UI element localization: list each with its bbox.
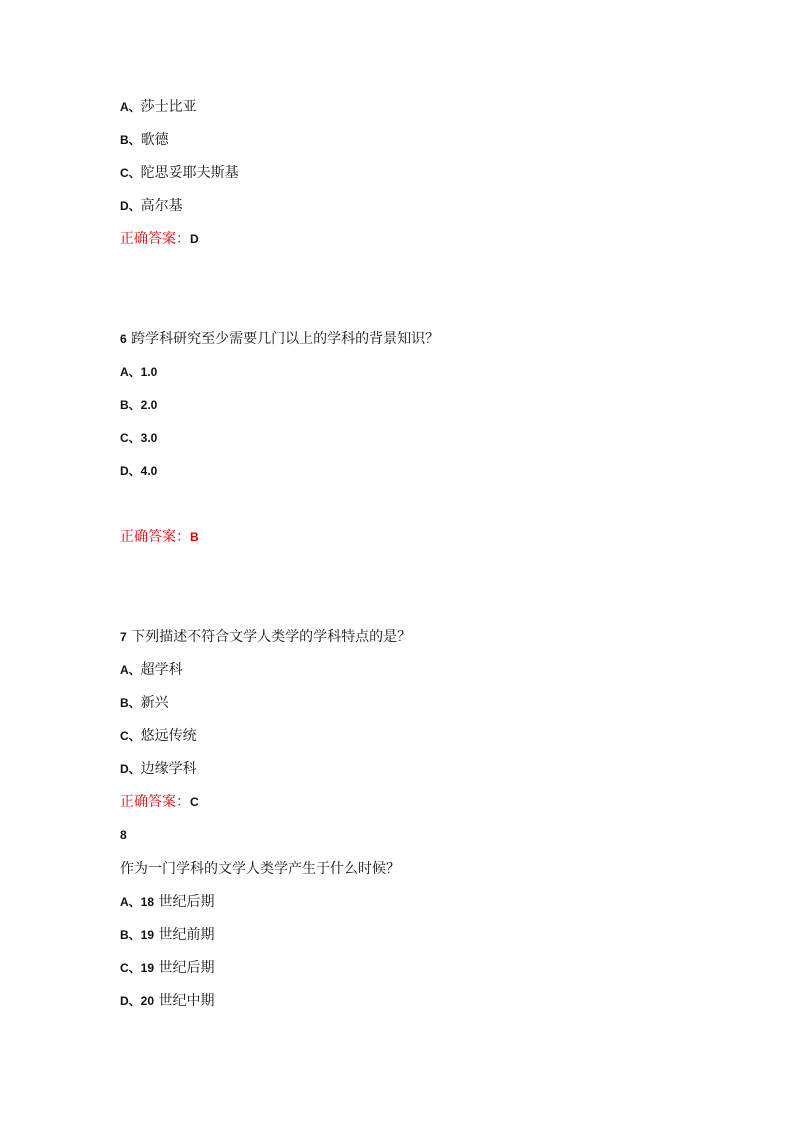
option-letter: A、 — [120, 100, 141, 114]
option-number: 19 — [140, 928, 155, 942]
option-letter: B、 — [120, 398, 141, 412]
q7-option-b — [120, 694, 169, 712]
option-text: 新兴 — [140, 695, 169, 711]
option-text: 超学科 — [140, 662, 183, 678]
option-text: 陀思妥耶夫斯基 — [140, 165, 239, 181]
question-number: 7 — [120, 630, 127, 644]
option-letter: A、 — [120, 365, 141, 379]
question-text: 下列描述不符合文学人类学的学科特点的是？ — [131, 629, 412, 645]
option-letter: B、 — [120, 928, 141, 942]
q6-question — [120, 330, 439, 348]
option-number: 19 — [140, 961, 155, 975]
q5-answer — [120, 230, 199, 248]
answer-value: C — [190, 795, 199, 809]
option-text: 2.0 — [140, 398, 158, 412]
q7-option-c — [120, 727, 197, 745]
option-letter: B、 — [120, 696, 141, 710]
option-text: 高尔基 — [140, 198, 183, 214]
answer-label: 正确答案： — [120, 231, 190, 247]
q8-question — [120, 860, 400, 878]
q5-option-c — [120, 164, 239, 182]
q5-option-a — [120, 98, 197, 116]
option-letter: D、 — [120, 994, 141, 1008]
q8-option-c — [120, 959, 214, 977]
option-text: 悠远传统 — [140, 728, 197, 744]
q5-option-b — [120, 131, 169, 149]
option-text: 1.0 — [140, 365, 158, 379]
option-text: 3.0 — [140, 431, 158, 445]
option-text: 歌德 — [140, 132, 169, 148]
answer-value: B — [190, 530, 199, 544]
question-text: 跨学科研究至少需要几门以上的学科的背景知识？ — [131, 331, 440, 347]
question-text: 作为一门学科的文学人类学产生于什么时候？ — [120, 861, 400, 877]
option-letter: C、 — [120, 961, 141, 975]
option-letter: C、 — [120, 729, 141, 743]
q6-option-c — [120, 429, 157, 447]
q7-answer — [120, 793, 199, 811]
option-text: 世纪后期 — [158, 960, 215, 976]
q8-option-b — [120, 926, 214, 944]
option-text: 边缘学科 — [140, 761, 197, 777]
option-number: 18 — [140, 895, 155, 909]
option-text: 世纪后期 — [158, 894, 215, 910]
option-letter: A、 — [120, 895, 141, 909]
q8-option-a — [120, 893, 214, 911]
q6-option-b — [120, 396, 157, 414]
q8-option-d — [120, 992, 214, 1010]
q7-question — [120, 628, 411, 646]
q7-option-a — [120, 661, 183, 679]
q5-option-d — [120, 197, 183, 215]
option-text: 莎士比亚 — [140, 99, 197, 115]
answer-value: D — [190, 232, 199, 246]
question-number: 8 — [120, 828, 127, 842]
option-letter: A、 — [120, 663, 141, 677]
q6-answer — [120, 528, 199, 546]
q6-option-a — [120, 363, 157, 381]
option-text: 世纪中期 — [158, 993, 215, 1009]
question-number: 6 — [120, 332, 127, 346]
option-letter: D、 — [120, 199, 141, 213]
option-text: 世纪前期 — [158, 927, 215, 943]
option-letter: B、 — [120, 133, 141, 147]
option-number: 20 — [140, 994, 155, 1008]
answer-label: 正确答案： — [120, 794, 190, 810]
option-text: 4.0 — [140, 464, 158, 478]
option-letter: C、 — [120, 166, 141, 180]
q7-option-d — [120, 760, 197, 778]
answer-label: 正确答案： — [120, 529, 190, 545]
option-letter: D、 — [120, 762, 141, 776]
option-letter: C、 — [120, 431, 141, 445]
q8-number — [120, 826, 127, 844]
q6-option-d — [120, 462, 157, 480]
option-letter: D、 — [120, 464, 141, 478]
